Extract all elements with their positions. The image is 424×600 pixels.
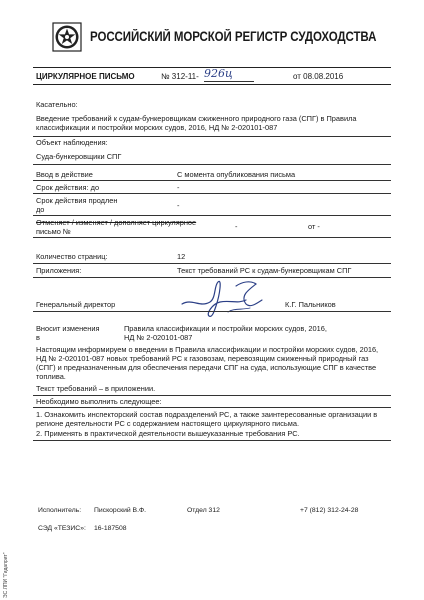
action-item-2: 2. Применять в практической деятельности вышеуказанные требования РС.	[36, 429, 300, 438]
body-paragraph: Настоящим информируем о введении в Правила классификации и постройки морских судов, 2016, НД № 2-020101-087 новых требований РС к газовозам, перевозящим сжиженный природный газ (СПГ) и предназначенным для обеспечения передачи СПГ на суда, использующие СПГ в качестве топлива.	[36, 345, 379, 381]
object-rule	[33, 164, 391, 165]
document-date: от 08.08.2016	[293, 72, 344, 81]
actions-rule	[33, 440, 391, 441]
signatory-name: К.Г. Пальников	[285, 300, 336, 309]
actions-label: Необходимо выполнить следующее:	[36, 397, 162, 406]
requirements-note: Текст требований – в приложении.	[36, 384, 156, 393]
organization-name: РОССИЙСКИЙ МОРСКОЙ РЕГИСТР СУДОХОДСТВА	[90, 29, 377, 44]
subject-text: Введение требований к судам-бункеровщикам сжиженного природного газа (СПГ) в Правила классификации и постройки морских судов, 2016, НД № 2-020101-087	[36, 114, 357, 132]
object-label: Объект наблюдения:	[36, 138, 108, 147]
valid-until-label: Срок действия: до	[36, 183, 100, 192]
extended-rule	[33, 215, 391, 216]
attachments-label: Приложения:	[36, 266, 82, 275]
document-number	[161, 72, 199, 81]
action-item-1: 1. Ознакомить инспекторский состав подразделений РС, а также заинтересованные организации в регионе деятельности РС с содержанием настоящего циркулярного письма.	[36, 410, 378, 428]
document-type: ЦИРКУЛЯРНОЕ ПИСЬМО	[36, 72, 135, 81]
number-prefix: № 312-11-	[161, 72, 199, 81]
cancels-letter-number: -	[235, 222, 238, 231]
register-star-logo-icon	[52, 22, 82, 52]
signatory-position: Генеральный директор	[36, 300, 116, 309]
cancels-label: Отменяет / изменяет / дополняет циркулярное	[36, 218, 197, 227]
handwritten-number: 926ц	[204, 67, 233, 80]
amends-label: Вносит изменения	[36, 324, 100, 333]
cancels-rule	[33, 237, 391, 238]
body-rule	[33, 395, 391, 396]
amends-value-line2: НД № 2-020101-087	[124, 333, 193, 342]
executor-name: Пискорский В.Ф.	[94, 507, 147, 514]
subject-rule	[33, 136, 391, 137]
cancels-from-date: от -	[308, 222, 320, 231]
amends-label-in: в	[36, 333, 40, 342]
effective-value: С момента опубликования письма	[177, 170, 296, 179]
extended-label-to: до	[36, 205, 45, 214]
sed-label: СЭД «ТЕЗИС»:	[38, 525, 86, 532]
executor-label: Исполнитель:	[38, 507, 82, 514]
sed-number: 16-187508	[94, 525, 127, 532]
attachments-value: Текст требований РС к судам-бункеровщикам СПГ	[177, 266, 352, 275]
executor-phone: +7 (812) 312-24-28	[300, 507, 359, 514]
effective-label: Ввод в действие	[36, 170, 93, 179]
valid-until-value: -	[177, 183, 180, 192]
margin-stamp: ЭС ЛПИ "Гидаприт"	[3, 552, 9, 598]
number-underline	[204, 81, 254, 82]
actions-label-rule	[33, 407, 391, 408]
effective-rule	[33, 180, 391, 181]
extended-value: -	[177, 201, 180, 210]
pages-rule	[33, 263, 391, 264]
object-value: Суда-бункеровщики СПГ	[36, 152, 122, 161]
subject-label: Касательно:	[36, 100, 78, 109]
signature-rule	[33, 311, 391, 312]
cancels-letter-label: письмо №	[36, 227, 71, 236]
pages-value: 12	[177, 252, 186, 261]
handwritten-signature-icon	[176, 274, 268, 320]
extended-label: Срок действия продлен	[36, 196, 118, 205]
valid-until-rule	[33, 193, 391, 194]
amends-value-line1: Правила классификации и постройки морских судов, 2016,	[124, 324, 327, 333]
pages-label: Количество страниц:	[36, 252, 108, 261]
executor-department: Отдел 312	[187, 507, 220, 514]
header-bottom-rule	[33, 84, 391, 85]
